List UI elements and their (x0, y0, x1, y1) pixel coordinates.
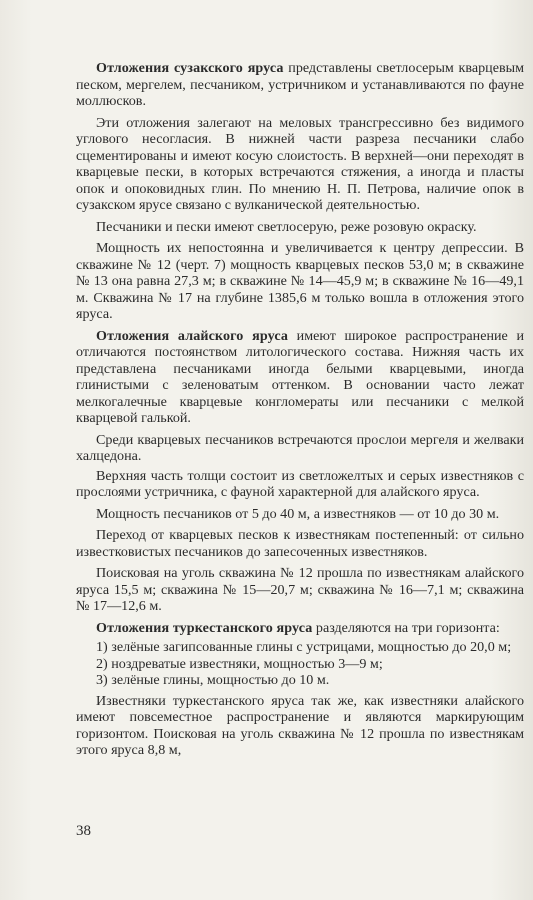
paragraph-suzak (76, 60, 524, 110)
paragraph-upper (76, 468, 524, 501)
list-item: 3) зелёные глины, мощностью до 10 м. (96, 672, 330, 688)
paragraph-boreholes (76, 565, 524, 615)
paragraph-final: Известняки туркестанского яруса так же, как известняки алайского имеют повсеместное распространение и являются маркирующим горизонтом. Поисковая на уголь скважина № 12 прошла по известнякам этого яруса 8,8 м, (76, 692, 524, 758)
paragraph-turkestan (76, 620, 524, 637)
paragraph-text: разделяются на три горизонта: (312, 619, 500, 636)
paragraph-color (76, 219, 524, 236)
paragraph-text: Мощность песчаников от 5 до 40 м, а известняков — от 10 до 30 м. (96, 505, 500, 522)
paragraph-text: имеют широкое распространение и отличаются постоянством литологического состава. Нижняя часть их представлена песчаниками иногда белыми кварцевыми, иногда глинистыми с зеленоватым оттенком. В основании часто лежат мелкогалечные кварцевые конгломераты или песчаники с мелкой кварцевой галькой. (76, 327, 524, 426)
list-item: 2) ноздреватые известняки, мощностью 3—9 м; (96, 655, 383, 672)
body-text (76, 60, 524, 764)
paragraph-text: Эти отложения залегают на меловых трансгрессивно без видимого углового несогласия. В нижней части разреза песчаники слабо сцементированы и имеют косую слоистость. В верхней—они переходят в кварцевые пески, в которых встречаются стяжения, а иногда и пласты опок и опоковидных глин. По мнению Н. П. Петрова, наличие опок в сузакском ярусе связано с вулканической деятельностью. (76, 114, 524, 213)
list-item: 1) зелёные загипсованные глины с устрицами, мощностью до 20,0 м; (96, 639, 512, 655)
paragraph-text: Песчаники и пески имеют светлосерую, реже розовую окраску. (96, 218, 477, 235)
paragraph-text: представлены светлосерым кварцевым песком, мергелем, песчаником, устричником и устанавливаются по фауне моллюсков. (76, 60, 524, 109)
paragraph-lead: Отложения сузакского яруса (96, 60, 284, 76)
paragraph-thickness (76, 240, 524, 323)
paragraph-bedding (76, 115, 524, 214)
paragraph-text: Верхняя часть толщи состоит из светложелтых и серых известняков с прослоями устричника, с фауной характерной для алайского яруса. (76, 467, 524, 500)
paragraph-text: Поисковая на уголь скважина № 12 прошла по известнякам алайского яруса 15,5 м; скважина № 15—20,7 м; скважина № 16—7,1 м; скважина № 17—12,6 м. (76, 565, 524, 614)
paragraph-alai (76, 328, 524, 427)
paragraph-marl (76, 432, 524, 465)
paragraph-text: Мощность их непостоянна и увеличивается к центру депрессии. В скважине № 12 (черт. 7) мощность кварцевых песков 53,0 м; в скважине № 13 она равна 27,3 м; в скважине № 14—45,9 м; в скважине № 16—49,1 м. Скважина № 17 на глубине 1385,6 м только вошла в отложения этого яруса. (76, 240, 524, 322)
paragraph-text: Среди кварцевых песчаников встречаются прослои мергеля и желваки халцедона. (76, 431, 524, 464)
paragraph-text: Переход от кварцевых песков к известнякам постепенный: от сильно известковистых песчаников до запесоченных известняков. (76, 527, 524, 560)
paragraph-lead: Отложения алайского яруса (96, 327, 289, 344)
paragraph-alai-thickness (76, 506, 524, 523)
paragraph-lead: Отложения туркестанского яруса (96, 619, 313, 636)
paragraph-transition (76, 527, 524, 560)
page-number: 38 (76, 823, 91, 839)
